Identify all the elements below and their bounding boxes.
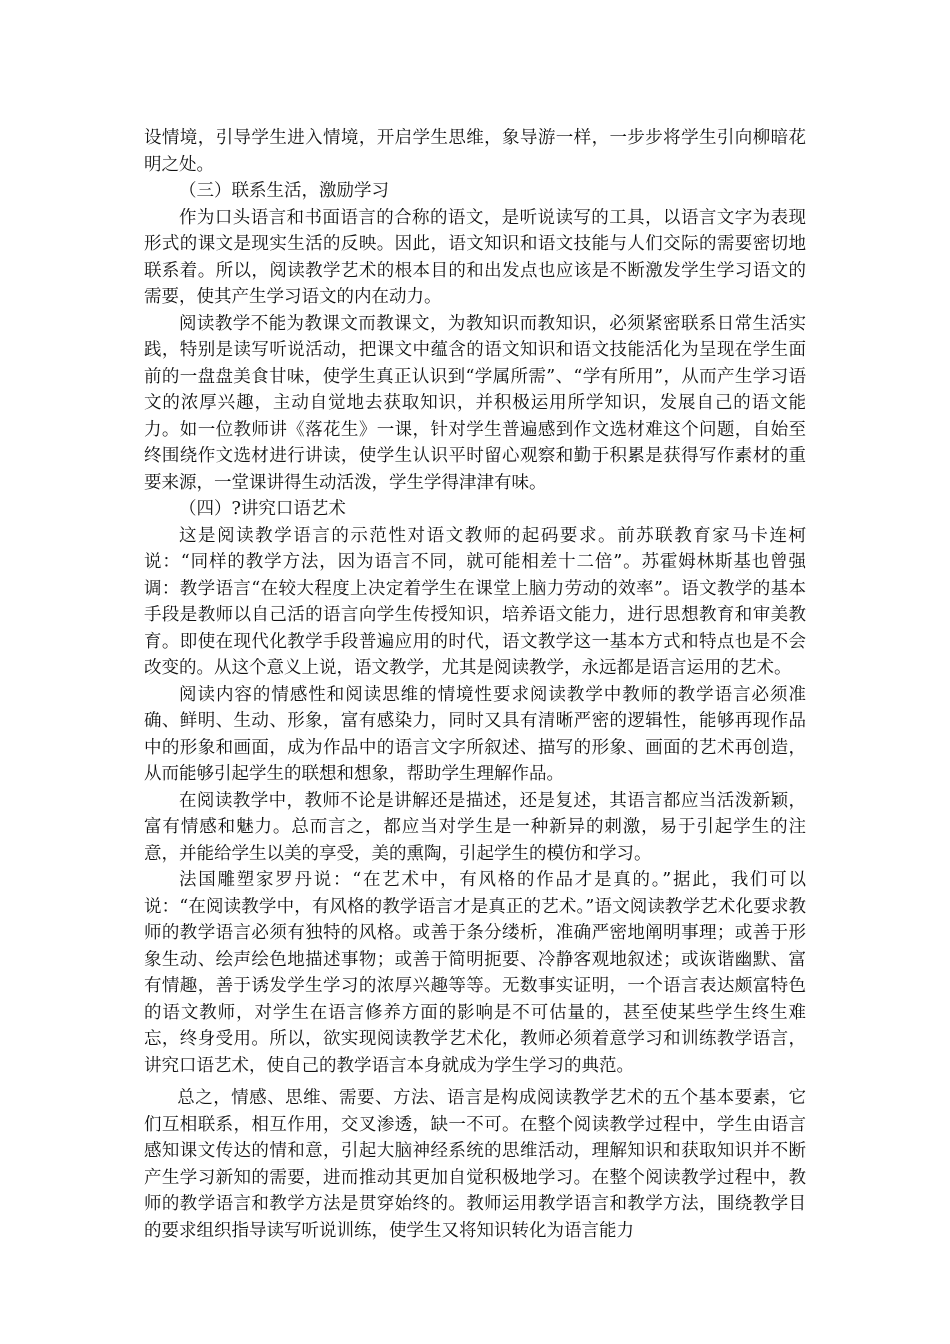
paragraph: 作为口头语言和书面语言的合称的语文，是听说读写的工具，以语言文字为表现形式的课文是现实生活的反映。因此，语文知识和语文技能与人们交际的需要密切地联系着。所以，阅读教学艺术的根本目的和出发点也应该是不断激发学生学习语文的需要，使其产生学习语文的内在动力。	[144, 207, 806, 307]
paragraph: 这是阅读教学语言的示范性对语文教师的起码要求。前苏联教育家马卡连柯说：“同样的教学方法，因为语言不同，就可能相差十二倍”。苏霍姆林斯基也曾强调：教学语言“在较大程度上决定着学生在课堂上脑力劳动的效率”。语文教学的基本手段是教师以自己活的语言向学生传授知识，培养语文能力，进行思想教育和审美教育。即使在现代化教学手段普遍应用的时代，语文教学这一基本方式和特点也是不会改变的。从这个意义上说，语文教学，尤其是阅读教学，永远都是语言运用的艺术。	[144, 525, 806, 678]
paragraph: 在阅读教学中，教师不论是讲解还是描述，还是复述，其语言都应当活泼新颖，富有情感和魅力。总而言之，都应当对学生是一种新异的刺激，易于引起学生的注意，并能给学生以美的享受，美的熏陶，引起学生的模仿和学习。	[144, 790, 806, 864]
section-heading-3: （三）联系生活，激励学习	[179, 181, 389, 201]
section-heading-4: （四）?讲究口语艺术	[179, 499, 346, 519]
paragraph: 法国雕塑家罗丹说：“在艺术中，有风格的作品才是真的。”据此，我们可以说：“在阅读教学中，有风格的教学语言才是真正的艺术。”语文阅读教学艺术化要求教师的教学语言必须有独特的风格。或善于条分缕析，准确严密地阐明事理；或善于形象生动、绘声绘色地描述事物；或善于简明扼要、冷静客观地叙述；或诙谐幽默、富有情趣，善于诱发学生学习的浓厚兴趣等等。无数事实证明，一个语言表达颇富特色的语文教师，对学生在语言修养方面的影响是不可估量的，甚至使某些学生终生难忘，终身受用。所以，欲实现阅读教学艺术化，教师必须着意学习和训练教学语言，讲究口语艺术，使自己的教学语言本身就成为学生学习的典范。	[144, 870, 806, 1076]
paragraph: 阅读教学不能为教课文而教课文，为教知识而教知识，必须紧密联系日常生活实践，特别是读写听说活动，把课文中蕴含的语文知识和语文技能活化为呈现在学生面前的一盘盘美食甘味，使学生真正认识到“学属所需”、“学有所用”，从而产生学习语文的浓厚兴趣，主动自觉地去获取知识，并积极运用所学知识，发展自己的语文能力。如一位教师讲《落花生》一课，针对学生普遍感到作文选材难这个问题，自始至终围绕作文选材进行讲读，使学生认识平时留心观察和勤于积累是获得写作素材的重要来源，一堂课讲得生动活泼，学生学得津津有味。	[144, 313, 806, 493]
document-page	[144, 125, 806, 1244]
paragraph-continuation: 设情境，引导学生进入情境，开启学生思维，象导游一样，一步步将学生引向柳暗花明之处。	[144, 128, 806, 175]
paragraph-summary: 总之，情感、思维、需要、方法、语言是构成阅读教学艺术的五个基本要素，它们互相联系，相互作用，交叉渗透，缺一不可。在整个阅读教学过程中，学生由语言感知课文传达的情和意，引起大脑神经系统的思维活动，理解知识和获取知识并不断产生学习新知的需要，进而推动其更加自觉积极地学习。在整个阅读教学过程中，教师的教学语言和教学方法是贯穿始终的。教师运用教学语言和教学方法，围绕教学目的要求组织指导读写听说训练，使学生又将知识转化为语言能力	[144, 1088, 806, 1241]
paragraph: 阅读内容的情感性和阅读思维的情境性要求阅读教学中教师的教学语言必须准确、鲜明、生动、形象，富有感染力，同时又具有清晰严密的逻辑性，能够再现作品中的形象和画面，成为作品中的语言文字所叙述、描写的形象、画面的艺术再创造，从而能够引起学生的联想和想象，帮助学生理解作品。	[144, 684, 806, 784]
